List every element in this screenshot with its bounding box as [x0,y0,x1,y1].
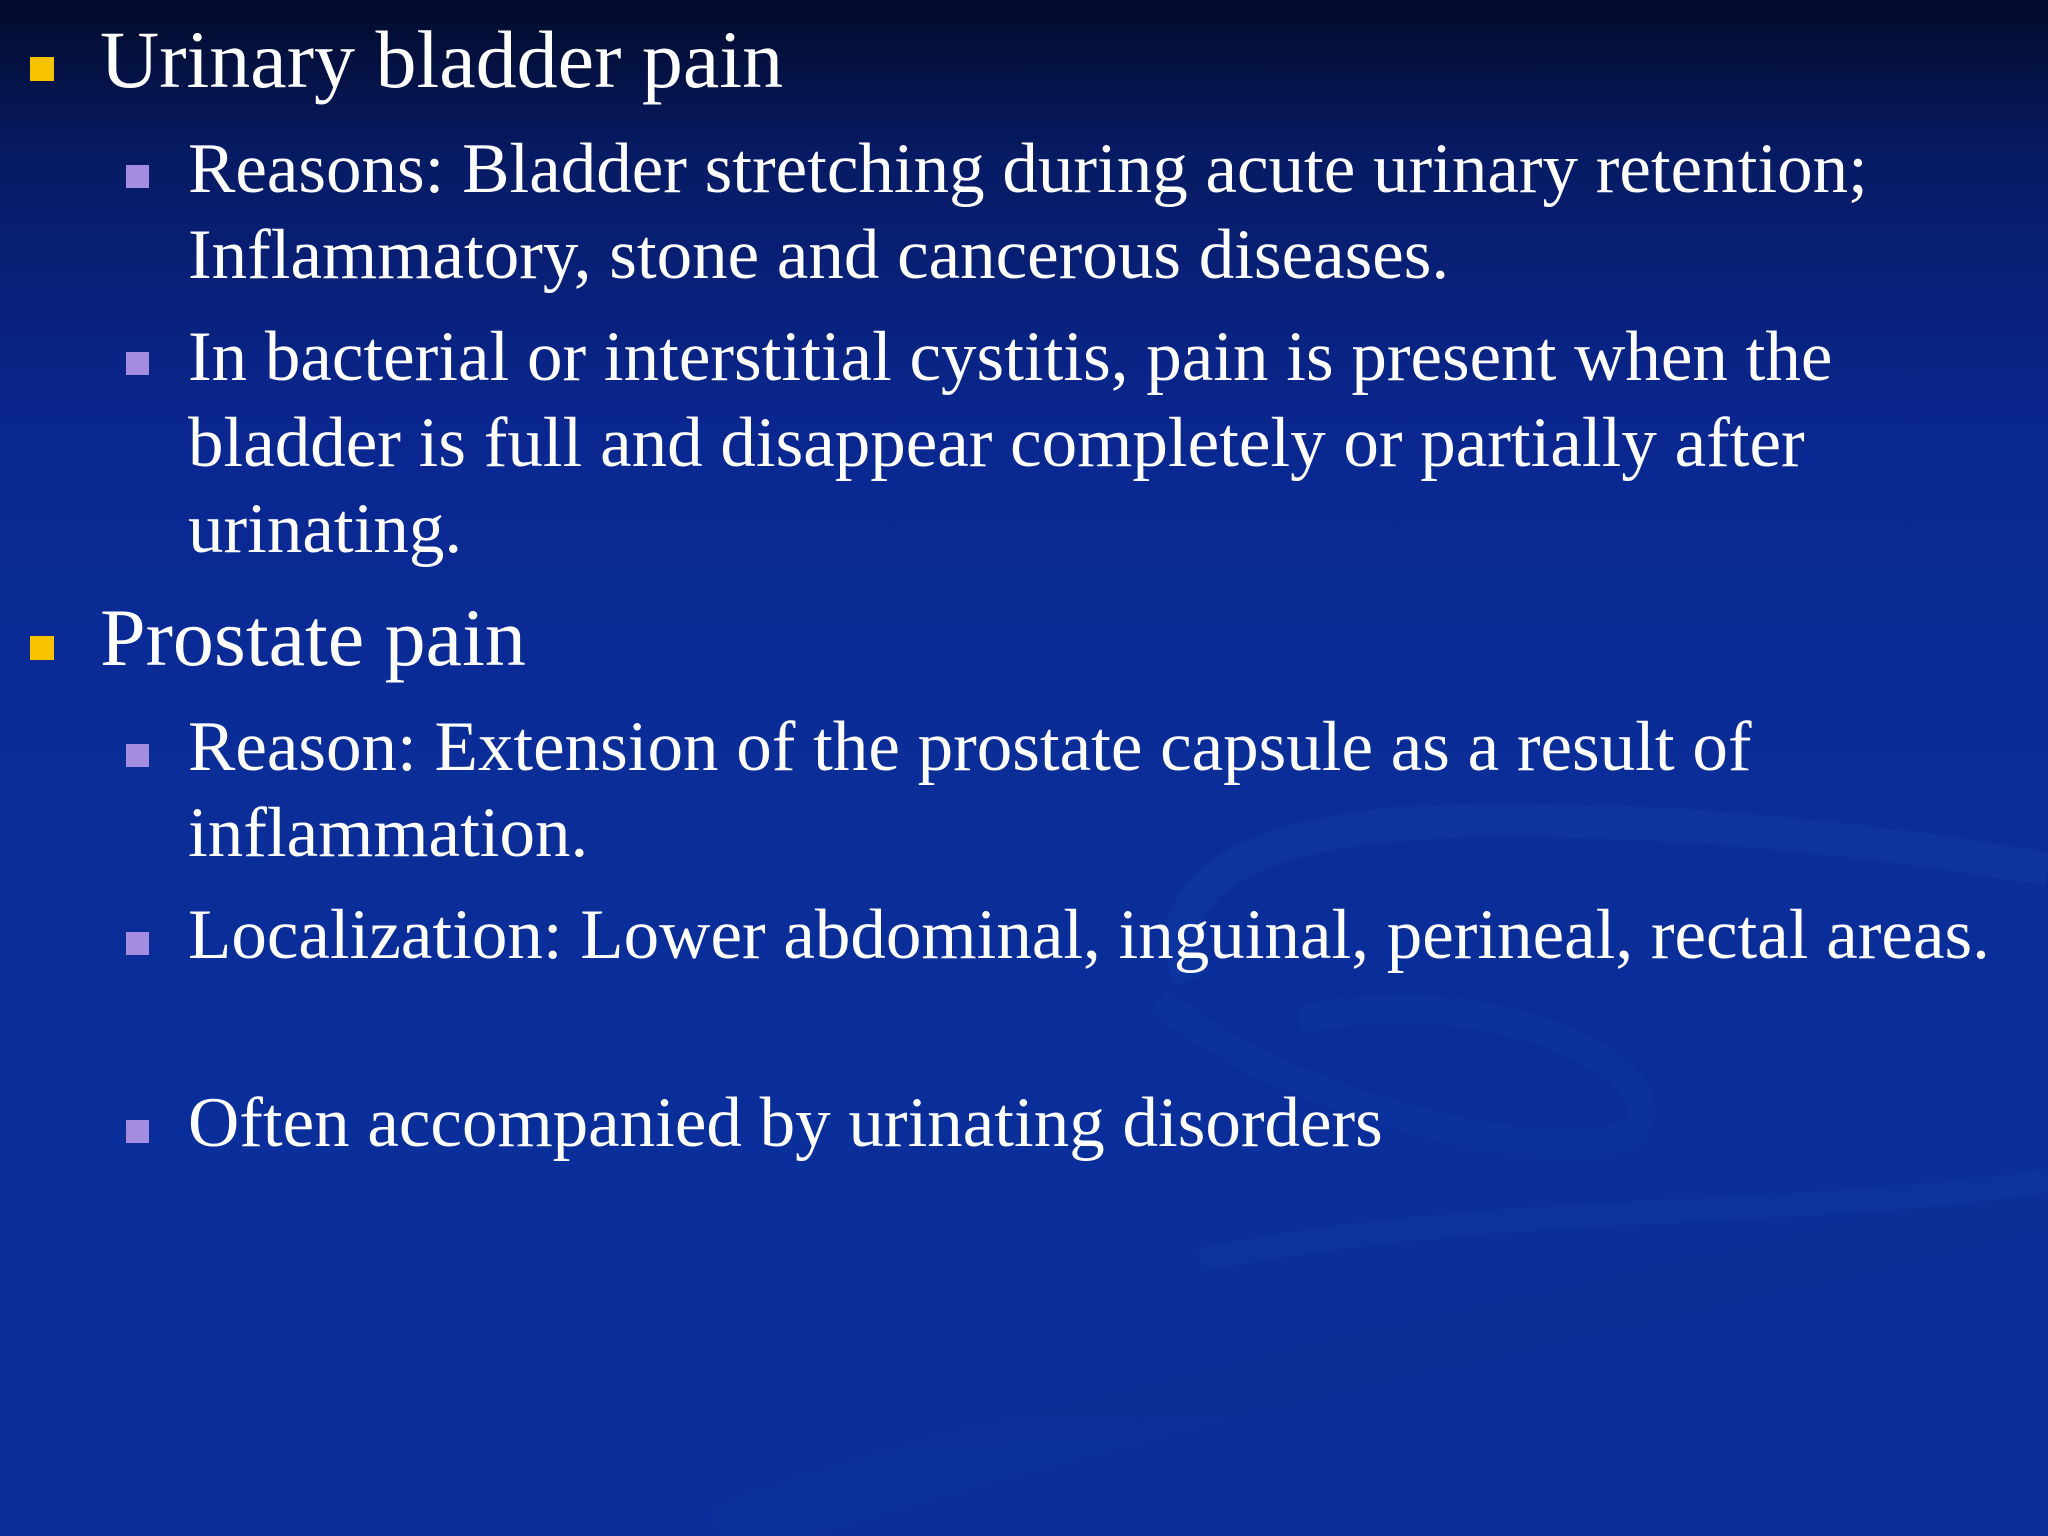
level1-bullet-icon [30,636,54,660]
level1-bullet-icon [30,57,54,81]
level2-bullet-icon [126,1120,149,1143]
level2-bullet-icon [126,744,149,767]
section-heading-urinary-bladder-pain: Urinary bladder pain [100,14,784,105]
list-item: Reason: Extension of the prostate capsule as a result of inflammation. [188,708,1752,872]
section-heading-prostate-pain: Prostate pain [100,592,526,683]
list-item: Reasons: Bladder stretching during acute urinary retention; Inflammatory, stone and cancerous diseases. [188,130,1868,294]
list-item: Often accompanied by urinating disorders [188,1084,1383,1162]
level2-bullet-icon [126,352,149,375]
list-item: Localization: Lower abdominal, inguinal, perineal, rectal areas. [188,896,1990,974]
level2-bullet-icon [126,932,149,955]
level2-bullet-icon [126,165,149,188]
list-item: In bacterial or interstitial cystitis, pain is present when the bladder is full and disappear completely or partially after urinating. [188,318,1833,568]
